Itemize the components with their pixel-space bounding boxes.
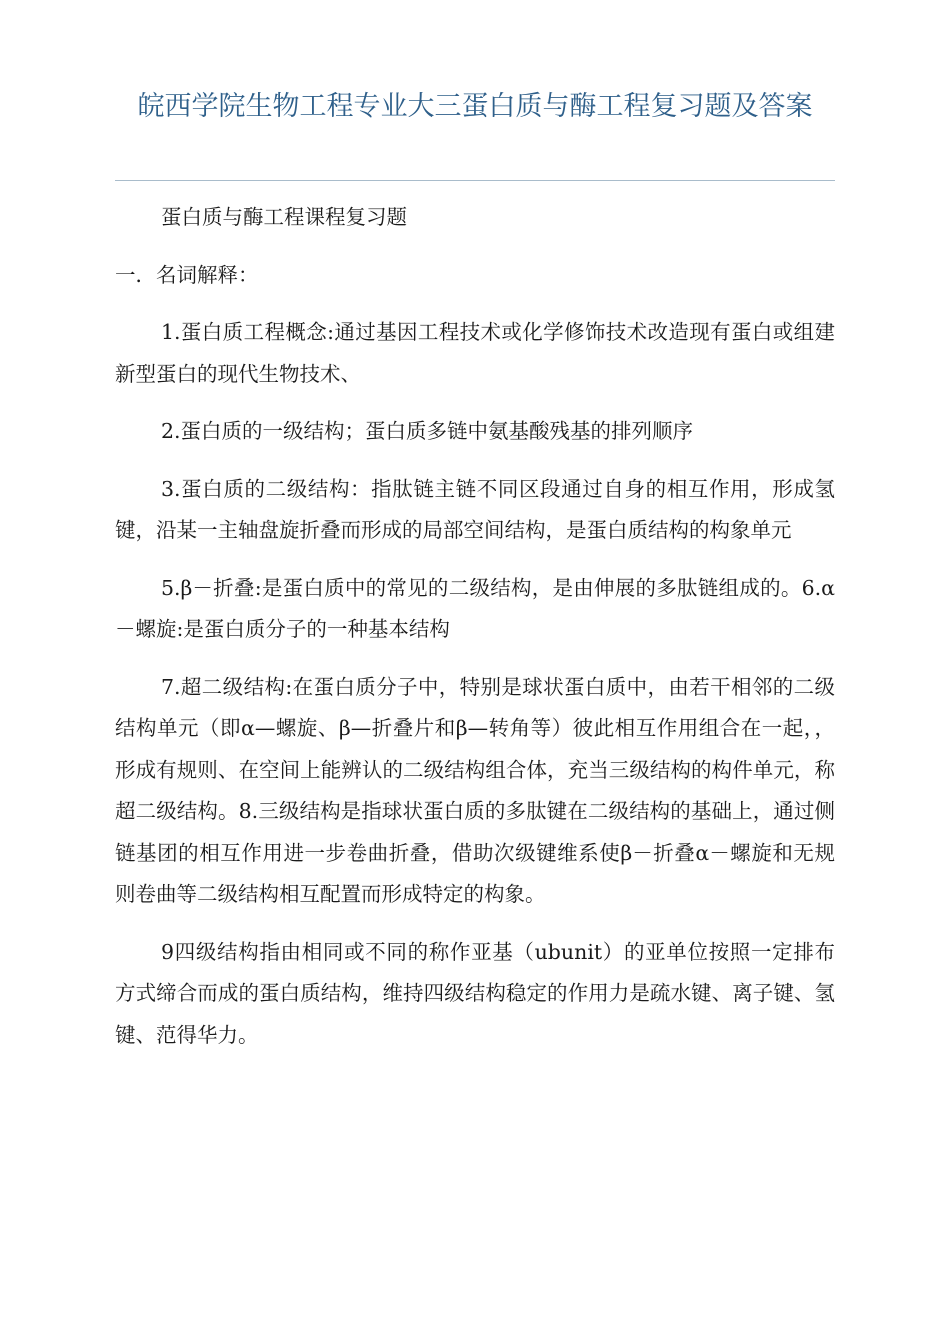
title-divider [115, 180, 835, 181]
paragraph-term-1: 1.蛋白质工程概念:通过基因工程技术或化学修饰技术改造现有蛋白或组建新型蛋白的现代生物技术、 [115, 320, 835, 386]
section-heading: 一．名词解释： [115, 262, 259, 287]
course-subtitle: 蛋白质与酶工程课程复习题 [161, 205, 407, 229]
paragraph-term-9: 9四级结构指由相同或不同的称作亚基（ubunit）的亚单位按照一定排布方式缔合而成的蛋白质结构，维持四级结构稳定的作用力是疏水键、离子键、氢键、范得华力。 [115, 939, 835, 1047]
document-title: 皖西学院生物工程专业大三蛋白质与酶工程复习题及答案 [137, 91, 813, 122]
document-body [115, 197, 835, 1072]
paragraph-term-2: 2.蛋白质的一级结构；蛋白质多链中氨基酸残基的排列顺序 [161, 419, 694, 443]
paragraph-term-5-6: 5.β－折叠:是蛋白质中的常见的二级结构，是由伸展的多肽链组成的。6.α－螺旋:是蛋白质分子的一种基本结构 [115, 575, 835, 641]
paragraph-term-3: 3.蛋白质的二级结构：指肽链主链不同区段通过自身的相互作用，形成氢键，沿某一主轴盘旋折叠而形成的局部空间结构，是蛋白质结构的构象单元 [115, 476, 835, 542]
paragraph-term-7-8: 7.超二级结构:在蛋白质分子中，特别是球状蛋白质中，由若干相邻的二级结构单元（即α—螺旋、β—折叠片和β—转角等）彼此相互作用组合在一起，，形成有规则、在空间上能辨认的二级结构组合体，充当三级结构的构件单元，称超二级结构。8.三级结构是指球状蛋白质的多肽键在二级结构的基础上，通过侧链基团的相互作用进一步卷曲折叠，借助次级键维系使β－折叠α－螺旋和无规则卷曲等二级结构相互配置而形成特定的构象。 [115, 674, 835, 906]
